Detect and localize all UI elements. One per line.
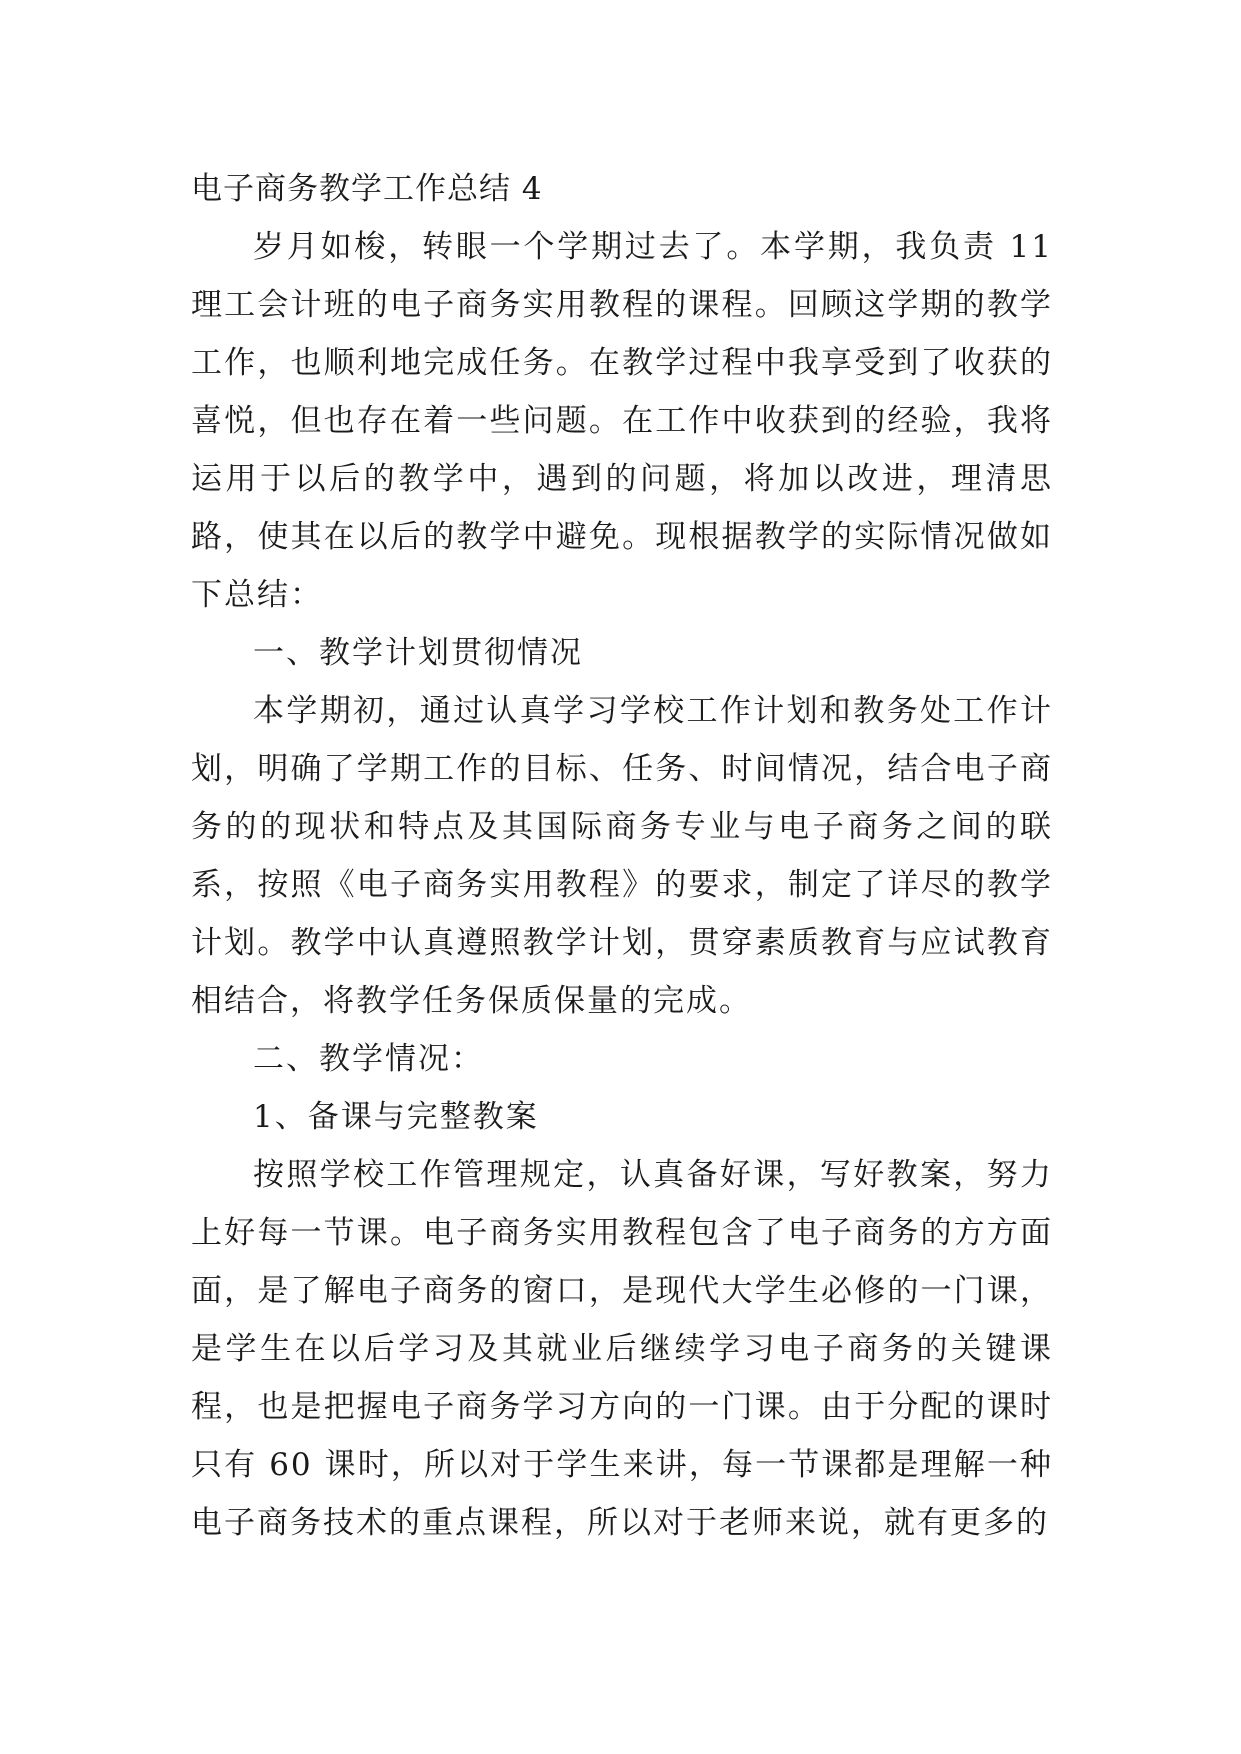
document-body xyxy=(191,160,1053,1552)
section-heading-teaching-plan: 一、教学计划贯彻情况 xyxy=(253,635,583,671)
subsection-heading-lesson-prep: 1、备课与完整教案 xyxy=(253,1099,539,1135)
paragraph-intro: 岁月如梭，转眼一个学期过去了。本学期，我负责 11 理工会计班的电子商务实用教程的课程。回顾这学期的教学工作，也顺利地完成任务。在教学过程中我享受到了收获的喜悦，但也存在着一些问题。在工作中收获到的经验，我将运用于以后的教学中，遇到的问题，将加以改进，理清思路，使其在以后的教学中避免。现根据教学的实际情况做如下总结： xyxy=(191,229,1053,613)
section-heading-teaching-situation: 二、教学情况： xyxy=(253,1041,484,1077)
paragraph-lesson-prep: 按照学校工作管理规定，认真备好课，写好教案，努力上好每一节课。电子商务实用教程包含了电子商务的方方面面，是了解电子商务的窗口，是现代大学生必修的一门课，是学生在以后学习及其就业后继续学习电子商务的关键课程，也是把握电子商务学习方向的一门课。由于分配的课时只有 60 课时，所以对于学生来讲，每一节课都是理解一种电子商务技术的重点课程，所以对于老师来说，就有更多的 xyxy=(191,1157,1053,1541)
document-title: 电子商务教学工作总结 4 xyxy=(191,171,543,207)
paragraph-teaching-plan: 本学期初，通过认真学习学校工作计划和教务处工作计划，明确了学期工作的目标、任务、时间情况，结合电子商务的的现状和特点及其国际商务专业与电子商务之间的联系，按照《电子商务实用教程》的要求，制定了详尽的教学计划。教学中认真遵照教学计划，贯穿素质教育与应试教育相结合，将教学任务保质保量的完成。 xyxy=(191,693,1053,1019)
